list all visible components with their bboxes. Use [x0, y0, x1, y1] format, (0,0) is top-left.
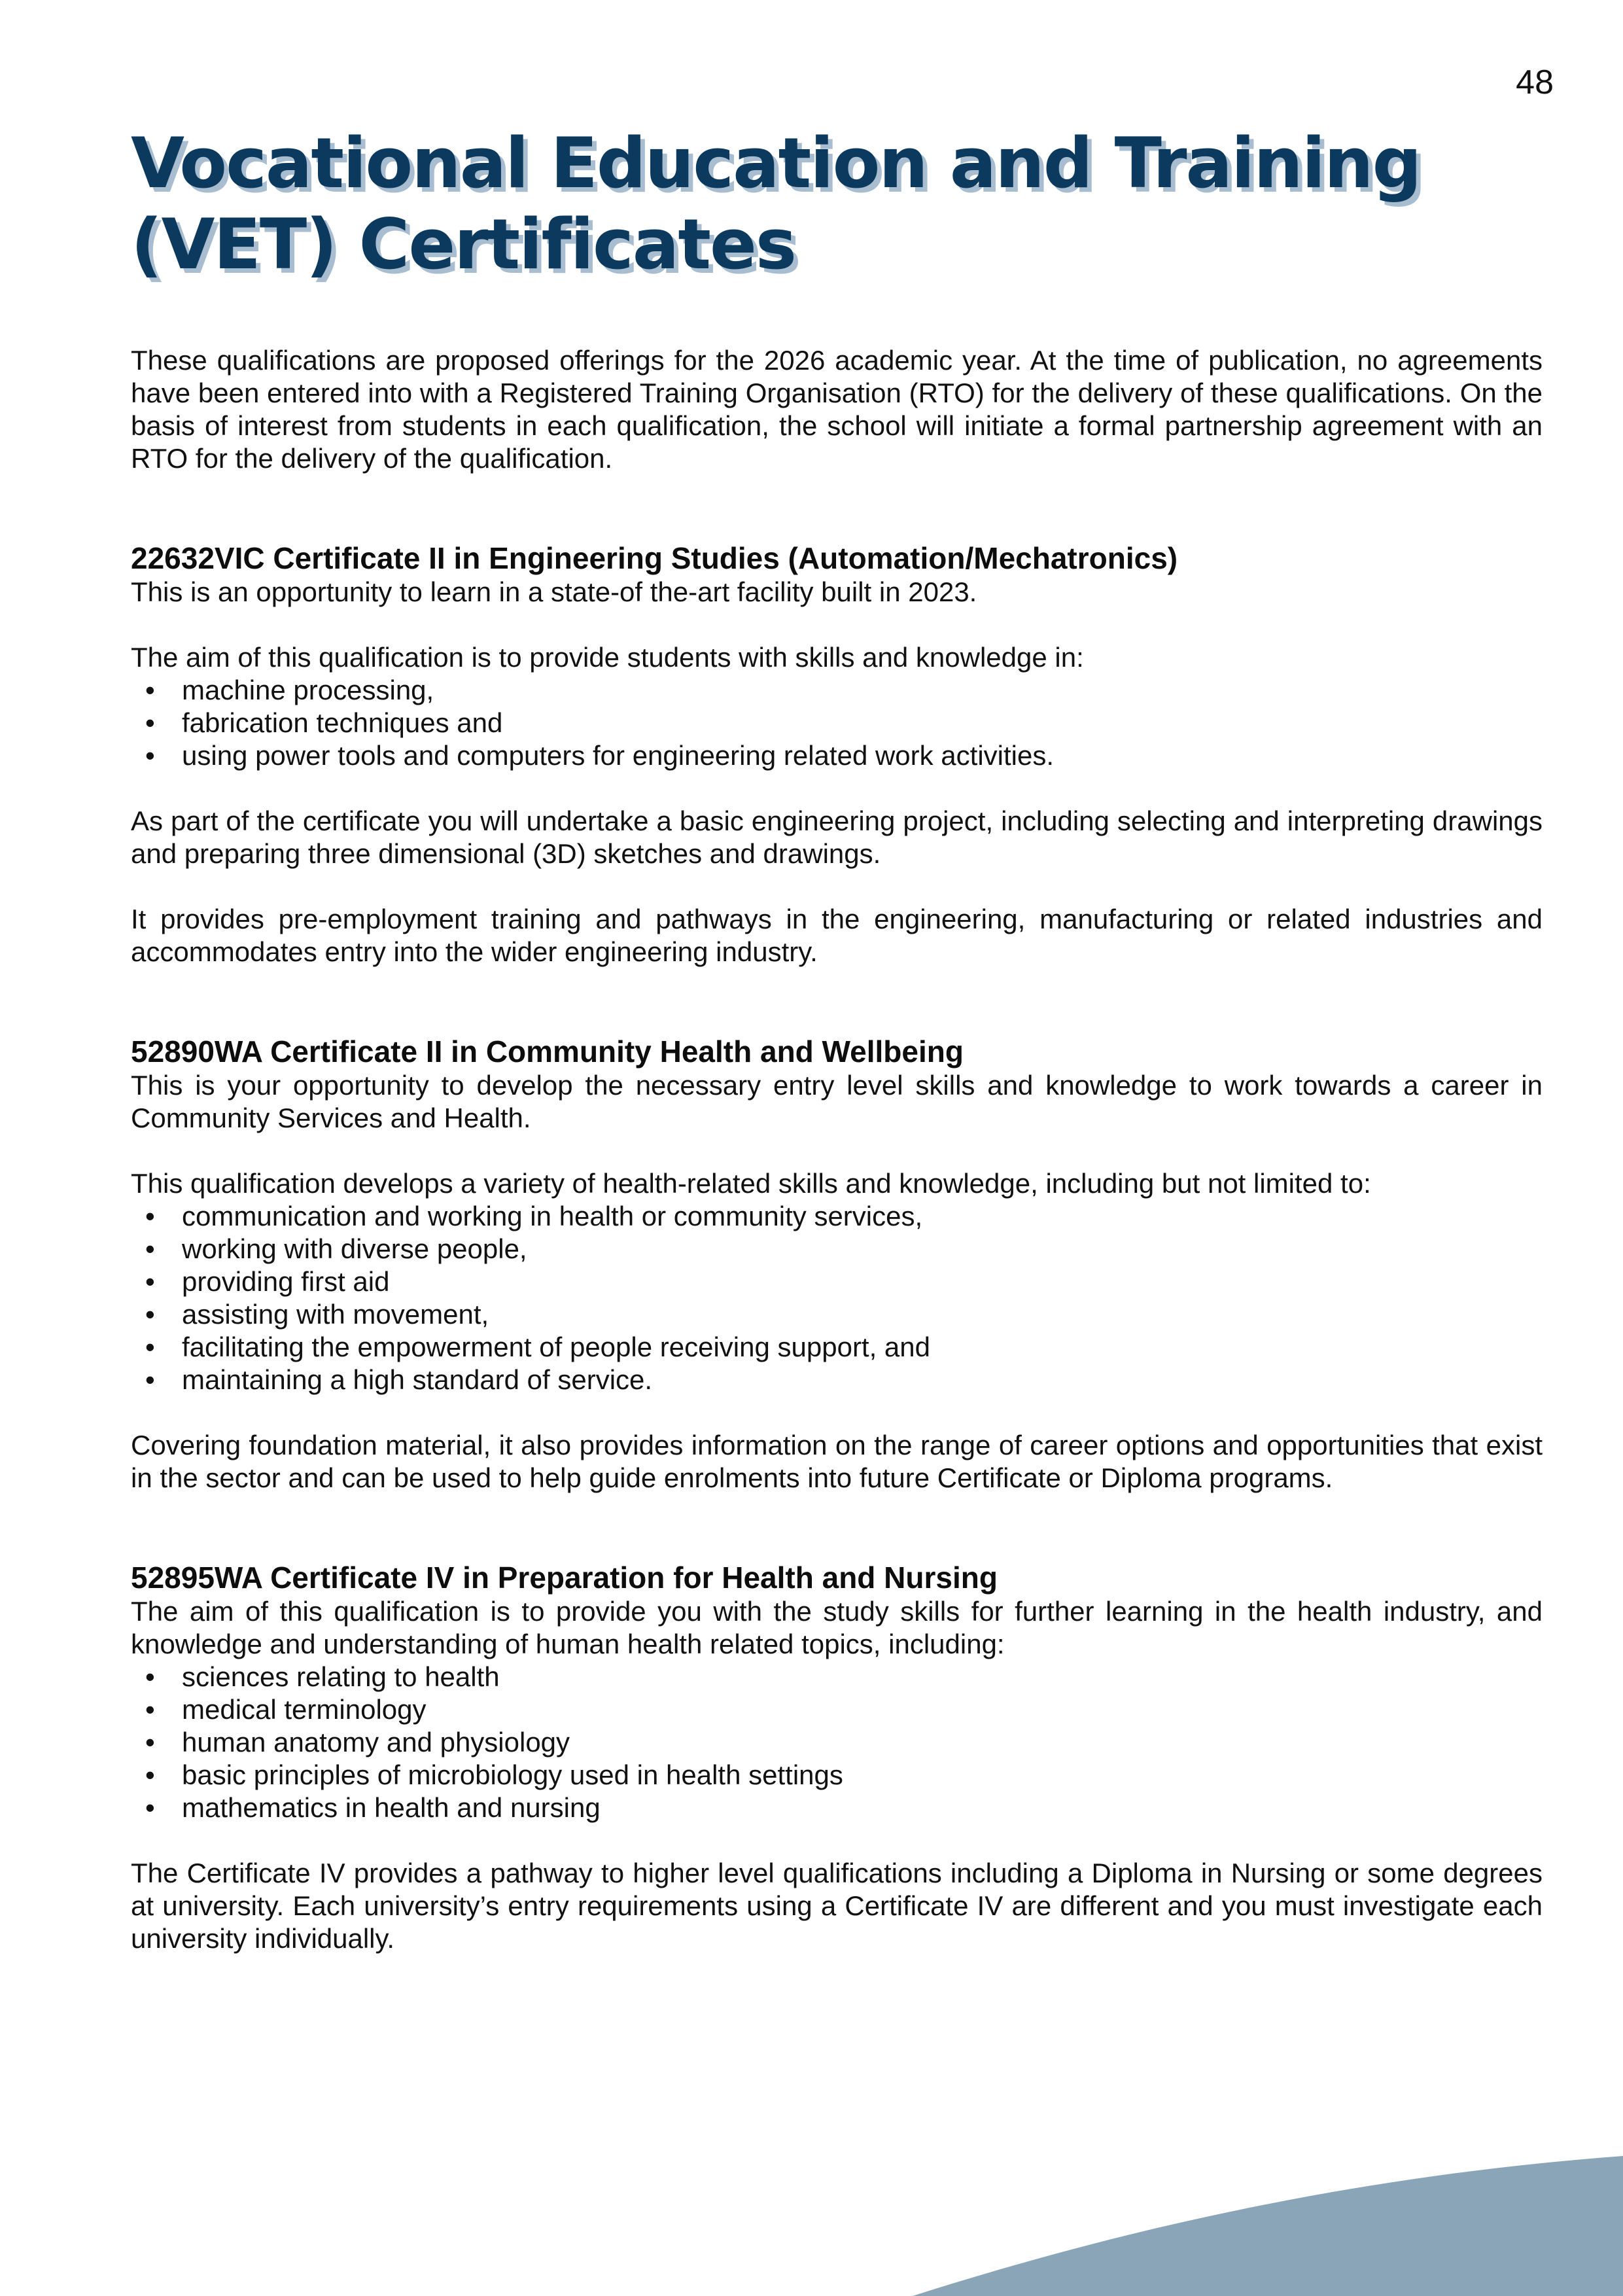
wave-shape — [913, 2156, 1623, 2296]
list-item: • assisting with movement, — [145, 1299, 489, 1330]
bullet-list — [131, 1200, 1543, 1396]
section-paragraph: This is an opportunity to learn in a state-of the-art facility built in 2023. — [131, 576, 977, 607]
section-paragraph: Covering foundation material, it also provides information on the range of career options and opportunities that exist in the sector and can be used to help guide enrolments into future Certificate or Diploma programs. — [131, 1430, 1543, 1493]
list-item: • providing first aid — [145, 1266, 390, 1297]
bullet-icon: • — [145, 707, 155, 738]
bullet-icon: • — [145, 675, 155, 705]
section-paragraph: The aim of this qualification is to provide you with the study skills for further learning in the health industry, and knowledge and understanding of human health related topics, including: — [131, 1596, 1543, 1659]
list-item: • sciences relating to health — [145, 1661, 500, 1692]
bullet-icon: • — [145, 1727, 155, 1757]
section-paragraph: This is your opportunity to develop the necessary entry level skills and knowledge to work towards a career in Community Services and Health. — [131, 1070, 1543, 1133]
list-item: • maintaining a high standard of service. — [145, 1364, 653, 1395]
section-paragraph: It provides pre-employment training and pathways in the engineering, manufacturing or related industries and accommodates entry into the wider engineering industry. — [131, 904, 1543, 967]
section-paragraph: This qualification develops a variety of health-related skills and knowledge, including but not limited to: — [131, 1168, 1371, 1199]
section-paragraph: The Certificate IV provides a pathway to higher level qualifications including a Diploma in Nursing or some degrees at university. Each university’s entry requirements using a Certificate IV are different and you must investigate each university individually. — [131, 1858, 1543, 1954]
bullet-icon: • — [145, 1233, 155, 1264]
section-heading: 22632VIC Certificate II in Engineering Studies (Automation/Mechatronics) — [131, 541, 1178, 575]
section-heading: 52890WA Certificate II in Community Health and Wellbeing — [131, 1034, 964, 1069]
page-title: Vocational Education and Training (VET) Certificates — [131, 123, 1421, 285]
list-item: • medical terminology — [145, 1694, 427, 1725]
bullet-icon: • — [145, 1299, 155, 1330]
list-item: • communication and working in health or community services, — [145, 1201, 923, 1231]
bullet-icon: • — [145, 1364, 155, 1395]
bullet-list — [131, 674, 1543, 772]
bullet-icon: • — [145, 1332, 155, 1362]
section-paragraph: The aim of this qualification is to provide students with skills and knowledge in: — [131, 642, 1084, 673]
list-item: • human anatomy and physiology — [145, 1727, 570, 1757]
bullet-icon: • — [145, 740, 155, 771]
bullet-list — [131, 1661, 1543, 1824]
list-item: • machine processing, — [145, 675, 434, 705]
bullet-icon: • — [145, 1201, 155, 1231]
document-body — [131, 344, 1543, 1955]
page-number: 48 — [1516, 63, 1554, 101]
list-item: • fabrication techniques and — [145, 707, 503, 738]
list-item: • mathematics in health and nursing — [145, 1792, 601, 1823]
bullet-icon: • — [145, 1759, 155, 1790]
section-paragraph: As part of the certificate you will undertake a basic engineering project, including selecting and interpreting drawings and preparing three dimensional (3D) sketches and drawings. — [131, 805, 1543, 869]
list-item: • using power tools and computers for engineering related work activities. — [145, 740, 1055, 771]
list-item: • facilitating the empowerment of people receiving support, and — [145, 1332, 931, 1362]
bullet-icon: • — [145, 1792, 155, 1823]
section-health-nursing — [131, 1560, 1543, 1955]
intro-paragraph: These qualifications are proposed offerings for the 2026 academic year. At the time of publication, no agreements have been entered into with a Registered Training Organisation (RTO) for the delivery of these qualifications. On the basis of interest from students in each qualification, the school will initiate a formal partnership agreement with an RTO for the delivery of the qualification. — [131, 345, 1543, 474]
section-heading: 52895WA Certificate IV in Preparation for Health and Nursing — [131, 1561, 998, 1595]
bullet-icon: • — [145, 1266, 155, 1297]
section-community-health — [131, 1034, 1543, 1494]
bullet-icon: • — [145, 1694, 155, 1725]
list-item: • working with diverse people, — [145, 1233, 527, 1264]
list-item: • basic principles of microbiology used in health settings — [145, 1759, 843, 1790]
section-engineering — [131, 540, 1543, 968]
bullet-icon: • — [145, 1661, 155, 1692]
